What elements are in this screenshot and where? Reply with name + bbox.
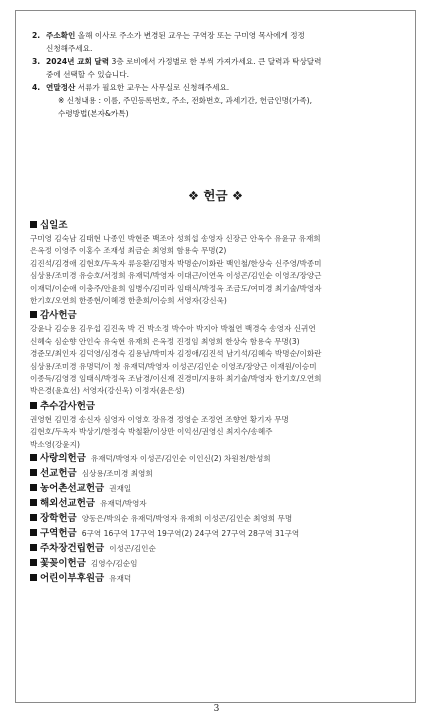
section-title	[30, 219, 405, 233]
offering-label: 농어촌선교헌금	[40, 483, 105, 495]
offering-label: 해외선교헌금	[40, 498, 96, 510]
offering-names: 유재덕/박영자	[100, 499, 147, 509]
offering-names: 유재덕	[109, 574, 132, 584]
offering-label: 선교헌금	[40, 468, 77, 480]
name-line: 은옥정 이영주 이홍수 조재성 최금순 최영희 함용숙 무명(2)	[30, 246, 227, 256]
notice-line	[46, 29, 404, 42]
square-bullet-icon	[30, 574, 37, 581]
section-title-text: 추수감사헌금	[40, 400, 96, 412]
offering-label: 어린이부후원금	[40, 573, 105, 585]
notice-body: 서류가 필요한 교우는 사무실로 신청해주세요.	[77, 83, 230, 92]
notice-line	[46, 55, 404, 68]
notice-text	[46, 29, 404, 55]
name-line: 심상용/조미경 유명덕/이 청 유재덕/박영자 이성곤/김인순 이영조/장양근 이재원/이승미	[30, 361, 317, 371]
name-line: 이종득/김영경 임태식/박정옥 조남경/이신재 진경미/지용하 최기술/박영자 한기호/오연희	[30, 374, 322, 384]
square-bullet-icon	[30, 559, 37, 566]
offering-names: 양동은/박의순 유재덕/박영자 유재희 이성곤/김인순 최영희 무명	[81, 514, 293, 524]
offering-row	[30, 572, 405, 586]
notice-lead: 주소확인	[46, 31, 76, 40]
notice-text	[46, 55, 404, 81]
square-bullet-icon	[30, 514, 37, 521]
bulletin-card	[15, 10, 416, 703]
offering-label: 꽃꽂이헌금	[40, 558, 86, 570]
offering-row	[30, 542, 405, 556]
notice-lead: 2024년 교회 달력	[46, 57, 110, 66]
square-bullet-icon	[30, 529, 37, 536]
notice-number: 4.	[32, 83, 41, 92]
offering-names: 심상용/조미경 최영희	[81, 469, 153, 479]
notice-item	[32, 55, 404, 81]
offering-names: 유재덕/박영자 이성곤/김인순 이인신(2) 차원천/한성희	[90, 454, 271, 464]
square-bullet-icon	[30, 544, 37, 551]
offering-row	[30, 497, 405, 511]
notice-item	[32, 29, 404, 55]
offering-names: 권재일	[109, 484, 132, 494]
offering-row	[30, 467, 405, 481]
name-line: 강윤나 김승용 김우섭 김진옥 박 건 박소정 박수아 박지아 박철연 백경숙 송영자 신귀연	[30, 324, 316, 334]
notice-lead: 연말정산	[46, 83, 76, 92]
square-bullet-icon	[30, 469, 37, 476]
name-line: 김진석/김경애 김현호/두옥자 류응환/김명자 박명순/이화란 백인철/한상숙 신주영/박종미	[30, 258, 322, 268]
name-line: 이재덕/이순애 이충주/안윤희 임병수/김미라 임태식/박정옥 조금도/여미경 최기술/박영자	[30, 283, 322, 293]
offering-label: 장학헌금	[40, 513, 77, 525]
offering-label: 주차장건립헌금	[40, 543, 105, 555]
page-number: 3	[213, 704, 220, 714]
notice-continuation: 수령방법(본자&카톡)	[58, 109, 129, 118]
offering-row	[30, 557, 405, 571]
name-line: 신혜숙 심순향 안인숙 유숙현 유재희 은옥정 진정임 최영희 한상숙 함용숙 무명(3)	[30, 336, 300, 346]
offering-label: 사랑의헌금	[40, 453, 86, 465]
notice-item	[32, 81, 404, 120]
section-title	[30, 400, 405, 414]
square-bullet-icon	[30, 311, 37, 318]
offering-names: 김영수/김순임	[90, 559, 138, 569]
offering-heading: ❖ 헌금 ❖	[187, 188, 244, 203]
square-bullet-icon	[30, 454, 37, 461]
name-line: 박소영(강윤지)	[30, 439, 80, 449]
offering-names: 이성곤/김인순	[109, 544, 156, 554]
square-bullet-icon	[30, 402, 37, 409]
offering-label: 구역헌금	[40, 528, 77, 540]
notice-list	[32, 29, 404, 120]
notice-text	[46, 81, 404, 120]
offering-names: 6구역 16구역 17구역 19구역(2) 24구역 27구역 28구역 31구역	[81, 529, 300, 539]
notice-continuation: ※ 신청내용 : 이름, 주민등록번호, 주소, 전화번호, 과세기간, 헌금인명(가족),	[58, 96, 313, 105]
offering-row	[30, 527, 405, 541]
offering-row	[30, 482, 405, 496]
section-title-text: 감사헌금	[40, 310, 77, 322]
square-bullet-icon	[30, 221, 37, 228]
offering-sections	[30, 217, 405, 586]
notice-continuation: 중에 선택할 수 있습니다.	[46, 70, 130, 79]
square-bullet-icon	[30, 484, 37, 491]
name-line: 김현호/두옥자 박상기/한정숙 박철환/이상만 이익선/권영신 최지수/송혜주	[30, 427, 273, 437]
notice-body: 3층 로비에서 가정별로 한 부씩 가져가세요. 큰 달력과 탁상달력	[111, 57, 322, 66]
name-line: 경준모/최인자 김덕영/심경숙 김용남/박미자 김정애/김진석 남기석/김혜숙 박명순/이화란	[30, 349, 322, 359]
section-title	[30, 309, 405, 323]
notice-continuation: 신청해주세요.	[46, 44, 93, 53]
name-line: 박은경(윤효선) 서영자(강신욱) 이정자(윤은성)	[30, 386, 185, 396]
notice-line	[46, 81, 404, 94]
section-title-text: 십일조	[40, 220, 68, 231]
notice-number: 3.	[32, 57, 41, 66]
square-bullet-icon	[30, 499, 37, 506]
name-line: 구미영 김숙남 김태현 나종인 박현준 백조아 성희섭 송영자 신장근 안옥수 유윤규 유재희	[30, 234, 321, 243]
name-line: 심상용/조미경 유승호/서정희 유재덕/박영자 이대근/이연옥 이성곤/김인순 이영조/장양근	[30, 271, 322, 281]
offering-row	[30, 512, 405, 526]
name-line: 한기호/오연희 한종현/이혜경 한춘희/이승희 서영자(강신욱)	[30, 296, 227, 306]
notice-number: 2.	[32, 31, 41, 40]
name-line: 권영현 김민경 송신자 심영자 이영호 장유경 정영순 조정연 조향연 황기자 무명	[30, 414, 289, 424]
offering-row	[30, 452, 405, 466]
notice-body: 올해 이사로 주소가 변경된 교우는 구역장 또는 구미영 목사에게 정정	[77, 31, 305, 40]
